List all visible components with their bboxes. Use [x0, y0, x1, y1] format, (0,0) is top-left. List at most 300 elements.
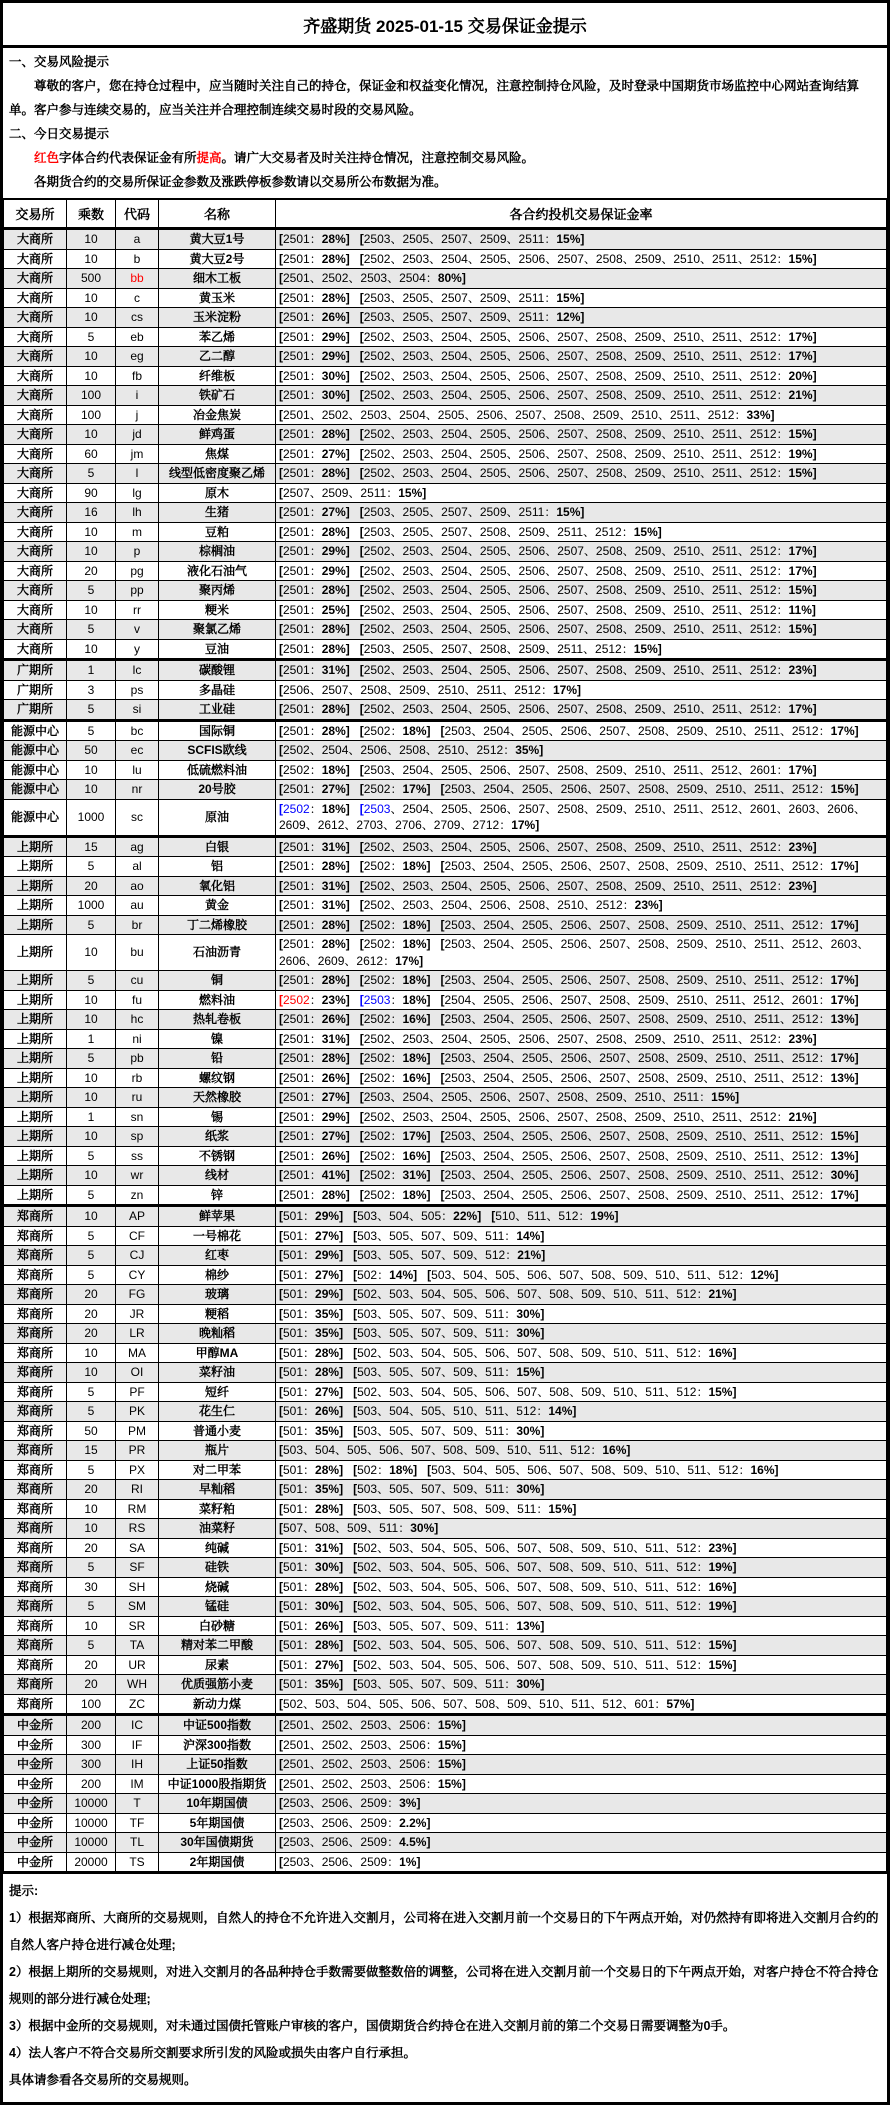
multiplier-cell: 5: [67, 1402, 116, 1422]
margin-rates-cell: [2501：28%] [2502、2503、2504、2505、2506、2507、2508、2509、2510、2511、2512：15%]: [276, 464, 887, 484]
table-row: [4, 1852, 887, 1873]
name-cell: 液化石油气: [159, 561, 276, 581]
col-header-margin-rates: 各合约投机交易保证金率: [276, 199, 887, 229]
exchange-cell: 大商所: [4, 522, 67, 542]
exchange-cell: 郑商所: [4, 1324, 67, 1344]
multiplier-cell: 5: [67, 620, 116, 640]
table-row: [4, 1813, 887, 1833]
section2-heading: 二、今日交易提示: [9, 127, 110, 141]
section2-line2: 各期货合约的交易所保证金参数及涨跌停板参数请以交易所公布数据为准。: [34, 175, 447, 189]
note-item-3: 3）根据中金所的交易规则，对未通过国债托管账户审核的客户，国债期货合约持仓在进入交割月前的第二个交易日需要调整为0手。: [9, 2019, 736, 2033]
code-cell: TS: [116, 1852, 159, 1873]
name-cell: 低硫燃料油: [159, 760, 276, 780]
table-row: [4, 760, 887, 780]
note-item-4: 4）法人客户不符合交易所交割要求所引发的风险或损失由客户自行承担。: [9, 2046, 416, 2060]
code-cell: FG: [116, 1285, 159, 1305]
multiplier-cell: 10: [67, 249, 116, 269]
table-row: [4, 971, 887, 991]
code-cell: a: [116, 229, 159, 250]
multiplier-cell: 10000: [67, 1833, 116, 1853]
multiplier-cell: 5: [67, 915, 116, 935]
multiplier-cell: 200: [67, 1715, 116, 1736]
exchange-cell: 广期所: [4, 700, 67, 721]
table-row: [4, 1246, 887, 1266]
margin-rates-cell: [2501：28%] [2502、2503、2504、2505、2506、2507、2508、2509、2510、2511、2512：15%]: [276, 581, 887, 601]
multiplier-cell: 10: [67, 308, 116, 328]
margin-rates-cell: [503、504、505、506、507、508、509、510、511、512：16%]: [276, 1441, 887, 1461]
margin-rates-cell: [2501：26%] [2503、2505、2507、2509、2511：12%]: [276, 308, 887, 328]
notes-closing-line: 具体请参看各交易所的交易规则。: [9, 2073, 197, 2087]
margin-rates-cell: [2501：28%] [2502、2503、2504、2505、2506、2507、2508、2509、2510、2511、2512：15%]: [276, 249, 887, 269]
code-cell: bu: [116, 935, 159, 971]
table-row: [4, 915, 887, 935]
multiplier-cell: 20: [67, 1538, 116, 1558]
margin-rates-cell: [2501：29%] [2502、2503、2504、2505、2506、2507、2508、2509、2510、2511、2512：21%]: [276, 1107, 887, 1127]
margin-rates-cell: [507、508、509、511：30%]: [276, 1519, 887, 1539]
exchange-cell: 大商所: [4, 639, 67, 660]
table-row: [4, 1558, 887, 1578]
code-cell: ru: [116, 1088, 159, 1108]
code-cell: pg: [116, 561, 159, 581]
code-cell: PR: [116, 1441, 159, 1461]
name-cell: 烧碱: [159, 1577, 276, 1597]
header-row: [4, 199, 887, 229]
name-cell: 黄大豆2号: [159, 249, 276, 269]
margin-rates-cell: [2503、2506、2509：1%]: [276, 1852, 887, 1873]
code-cell: ao: [116, 876, 159, 896]
code-cell: sc: [116, 799, 159, 836]
margin-rates-cell: [2501：31%] [2502、2503、2504、2505、2506、2507、2508、2509、2510、2511、2512：23%]: [276, 876, 887, 896]
multiplier-cell: 200: [67, 1774, 116, 1794]
margin-rates-cell: [2501：28%] [2502：18%] [2503、2504、2505、2506、2507、2508、2509、2510、2511、2512：17%]: [276, 857, 887, 877]
margin-rates-cell: [2501：28%] [2502：18%] [2503、2504、2505、2506、2507、2508、2509、2510、2511、2512、2603、2606、2609、2612：17%]: [276, 935, 887, 971]
exchange-cell: 郑商所: [4, 1206, 67, 1227]
name-cell: 碳酸锂: [159, 660, 276, 681]
multiplier-cell: 10: [67, 990, 116, 1010]
code-cell: ec: [116, 741, 159, 761]
multiplier-cell: 20: [67, 1304, 116, 1324]
code-cell: m: [116, 522, 159, 542]
name-cell: 纯碱: [159, 1538, 276, 1558]
exchange-cell: 大商所: [4, 581, 67, 601]
exchange-cell: 郑商所: [4, 1441, 67, 1461]
margin-rates-cell: [2501：28%] [2502：18%] [2503、2504、2505、2506、2507、2508、2509、2510、2511、2512：17%]: [276, 720, 887, 741]
table-row: [4, 741, 887, 761]
table-row: [4, 1402, 887, 1422]
margin-rates-cell: [502、503、504、505、506、507、508、509、510、511、512、601：57%]: [276, 1694, 887, 1715]
multiplier-cell: 5: [67, 1049, 116, 1069]
multiplier-cell: 20: [67, 1675, 116, 1695]
code-cell: MA: [116, 1343, 159, 1363]
code-cell: IF: [116, 1735, 159, 1755]
table-row: [4, 483, 887, 503]
exchange-cell: 中金所: [4, 1794, 67, 1814]
name-cell: 早籼稻: [159, 1480, 276, 1500]
multiplier-cell: 1: [67, 1029, 116, 1049]
name-cell: 聚氯乙烯: [159, 620, 276, 640]
exchange-cell: 郑商所: [4, 1382, 67, 1402]
exchange-cell: 上期所: [4, 1127, 67, 1147]
table-row: [4, 1675, 887, 1695]
code-cell: br: [116, 915, 159, 935]
name-cell: 氧化铝: [159, 876, 276, 896]
name-cell: 甲醇MA: [159, 1343, 276, 1363]
margin-rates-cell: [2501：29%] [2502、2503、2504、2505、2506、2507、2508、2509、2510、2511、2512：17%]: [276, 561, 887, 581]
margin-rates-cell: [501：28%] [503、505、507、508、509、511：15%]: [276, 1499, 887, 1519]
table-row: [4, 935, 887, 971]
multiplier-cell: 5: [67, 1146, 116, 1166]
table-row: [4, 1655, 887, 1675]
multiplier-cell: 10: [67, 1166, 116, 1186]
multiplier-cell: 10: [67, 1499, 116, 1519]
table-row: [4, 639, 887, 660]
name-cell: 螺纹钢: [159, 1068, 276, 1088]
name-cell: 玻璃: [159, 1285, 276, 1305]
margin-table-body: [4, 229, 887, 1873]
multiplier-cell: 100: [67, 1694, 116, 1715]
multiplier-cell: 20: [67, 1480, 116, 1500]
table-row: [4, 1206, 887, 1227]
margin-rates-cell: [501：29%] [503、505、507、509、512：21%]: [276, 1246, 887, 1266]
code-cell: jm: [116, 444, 159, 464]
name-cell: 优质强筋小麦: [159, 1675, 276, 1695]
name-cell: 对二甲苯: [159, 1460, 276, 1480]
table-row: [4, 1304, 887, 1324]
margin-rates-cell: [501：29%] [502、503、504、505、506、507、508、509、510、511、512：21%]: [276, 1285, 887, 1305]
exchange-cell: 郑商所: [4, 1636, 67, 1656]
exchange-cell: 大商所: [4, 249, 67, 269]
exchange-cell: 大商所: [4, 386, 67, 406]
name-cell: 黄金: [159, 896, 276, 916]
code-cell: RS: [116, 1519, 159, 1539]
exchange-cell: 上期所: [4, 836, 67, 857]
name-cell: 花生仁: [159, 1402, 276, 1422]
exchange-cell: 上期所: [4, 857, 67, 877]
multiplier-cell: 90: [67, 483, 116, 503]
margin-rates-cell: [2501、2502、2503、2506：15%]: [276, 1755, 887, 1775]
exchange-cell: 郑商所: [4, 1597, 67, 1617]
multiplier-cell: 10: [67, 760, 116, 780]
name-cell: 中证1000股指期货: [159, 1774, 276, 1794]
margin-rates-cell: [2501：27%] [2503、2504、2505、2506、2507、2508、2509、2510、2511：15%]: [276, 1088, 887, 1108]
table-row: [4, 720, 887, 741]
exchange-cell: 郑商所: [4, 1402, 67, 1422]
name-cell: 豆粕: [159, 522, 276, 542]
col-header-multiplier: 乘数: [67, 199, 116, 229]
table-row: [4, 1774, 887, 1794]
table-row: [4, 1226, 887, 1246]
table-row: [4, 229, 887, 250]
name-cell: 锡: [159, 1107, 276, 1127]
table-row: [4, 542, 887, 562]
code-cell: SF: [116, 1558, 159, 1578]
margin-rates-cell: [501：26%] [503、504、505、510、511、512：14%]: [276, 1402, 887, 1422]
multiplier-cell: 20: [67, 561, 116, 581]
table-row: [4, 1049, 887, 1069]
table-row: [4, 680, 887, 700]
code-cell: ss: [116, 1146, 159, 1166]
code-cell: v: [116, 620, 159, 640]
multiplier-cell: 5: [67, 1460, 116, 1480]
margin-rates-cell: [2501、2502、2503、2506：15%]: [276, 1715, 887, 1736]
notice-colored-line: 红色字体合约代表保证金有所提高。请广大交易者及时关注持仓情况，注意控制交易风险。: [34, 151, 535, 165]
exchange-cell: 大商所: [4, 483, 67, 503]
code-cell: c: [116, 288, 159, 308]
note-item-2: 2）根据上期所的交易规则，对进入交割月的各品种持仓手数需要做整数倍的调整，公司将在进入交割月前一个交易日的下午两点开始，对客户持仓不符合持仓规则的部分进行减仓处理;: [9, 1965, 879, 2006]
name-cell: 镍: [159, 1029, 276, 1049]
margin-table-header: [4, 199, 887, 229]
exchange-cell: 郑商所: [4, 1616, 67, 1636]
exchange-cell: 郑商所: [4, 1480, 67, 1500]
margin-rates-cell: [2501：31%] [2502、2503、2504、2505、2506、2507、2508、2509、2510、2511、2512：23%]: [276, 1029, 887, 1049]
code-cell: rb: [116, 1068, 159, 1088]
multiplier-cell: 10: [67, 229, 116, 250]
code-cell: lu: [116, 760, 159, 780]
table-row: [4, 896, 887, 916]
name-cell: 天然橡胶: [159, 1088, 276, 1108]
exchange-cell: 大商所: [4, 503, 67, 523]
table-row: [4, 327, 887, 347]
exchange-cell: 郑商所: [4, 1538, 67, 1558]
name-cell: 铁矿石: [159, 386, 276, 406]
code-cell: PX: [116, 1460, 159, 1480]
name-cell: 硅铁: [159, 1558, 276, 1578]
name-cell: 鲜鸡蛋: [159, 425, 276, 445]
name-cell: 纸浆: [159, 1127, 276, 1147]
exchange-cell: 上期所: [4, 1146, 67, 1166]
exchange-cell: 郑商所: [4, 1246, 67, 1266]
code-cell: lg: [116, 483, 159, 503]
name-cell: 豆油: [159, 639, 276, 660]
exchange-cell: 郑商所: [4, 1558, 67, 1578]
multiplier-cell: 10: [67, 1010, 116, 1030]
code-cell: au: [116, 896, 159, 916]
margin-rates-cell: [2501：27%] [2502：17%] [2503、2504、2505、2506、2507、2508、2509、2510、2511、2512：15%]: [276, 1127, 887, 1147]
multiplier-cell: 10: [67, 288, 116, 308]
exchange-cell: 上期所: [4, 896, 67, 916]
code-cell: cu: [116, 971, 159, 991]
code-cell: AP: [116, 1206, 159, 1227]
exchange-cell: 郑商所: [4, 1226, 67, 1246]
name-cell: 丁二烯橡胶: [159, 915, 276, 935]
exchange-cell: 郑商所: [4, 1460, 67, 1480]
code-cell: ps: [116, 680, 159, 700]
margin-rates-cell: [2506、2507、2508、2509、2510、2511、2512：17%]: [276, 680, 887, 700]
name-cell: 粳米: [159, 600, 276, 620]
exchange-cell: 郑商所: [4, 1675, 67, 1695]
name-cell: 晚籼稻: [159, 1324, 276, 1344]
exchange-cell: 能源中心: [4, 760, 67, 780]
margin-rates-cell: [2501：28%] [2502：18%] [2503、2504、2505、2506、2507、2508、2509、2510、2511、2512：17%]: [276, 1185, 887, 1206]
multiplier-cell: 5: [67, 857, 116, 877]
exchange-cell: 大商所: [4, 425, 67, 445]
exchange-cell: 大商所: [4, 620, 67, 640]
name-cell: 玉米淀粉: [159, 308, 276, 328]
code-cell: IM: [116, 1774, 159, 1794]
code-cell: si: [116, 700, 159, 721]
code-cell: RI: [116, 1480, 159, 1500]
name-cell: 燃料油: [159, 990, 276, 1010]
multiplier-cell: 10: [67, 522, 116, 542]
name-cell: 热轧卷板: [159, 1010, 276, 1030]
exchange-cell: 郑商所: [4, 1285, 67, 1305]
multiplier-cell: 5: [67, 720, 116, 741]
multiplier-cell: 60: [67, 444, 116, 464]
name-cell: 棉纱: [159, 1265, 276, 1285]
code-cell: wr: [116, 1166, 159, 1186]
multiplier-cell: 50: [67, 741, 116, 761]
exchange-cell: 能源中心: [4, 799, 67, 836]
multiplier-cell: 5: [67, 327, 116, 347]
name-cell: 普通小麦: [159, 1421, 276, 1441]
exchange-cell: 大商所: [4, 229, 67, 250]
exchange-cell: 上期所: [4, 1010, 67, 1030]
code-cell: IH: [116, 1755, 159, 1775]
margin-rates-cell: [2503、2506、2509：3%]: [276, 1794, 887, 1814]
name-cell: 铅: [159, 1049, 276, 1069]
exchange-cell: 大商所: [4, 542, 67, 562]
name-cell: 一号棉花: [159, 1226, 276, 1246]
section1-heading: 一、交易风险提示: [9, 55, 110, 69]
code-cell: CY: [116, 1265, 159, 1285]
multiplier-cell: 1000: [67, 799, 116, 836]
exchange-cell: 上期所: [4, 876, 67, 896]
name-cell: 30年国债期货: [159, 1833, 276, 1853]
margin-rates-cell: [2503、2506、2509：2.2%]: [276, 1813, 887, 1833]
table-row: [4, 1755, 887, 1775]
exchange-cell: 大商所: [4, 308, 67, 328]
multiplier-cell: 10: [67, 1088, 116, 1108]
name-cell: 瓶片: [159, 1441, 276, 1461]
name-cell: SCFIS欧线: [159, 741, 276, 761]
multiplier-cell: 10: [67, 1519, 116, 1539]
multiplier-cell: 300: [67, 1755, 116, 1775]
name-cell: 鲜苹果: [159, 1206, 276, 1227]
exchange-cell: 能源中心: [4, 720, 67, 741]
multiplier-cell: 10: [67, 366, 116, 386]
table-row: [4, 1382, 887, 1402]
name-cell: 10年期国债: [159, 1794, 276, 1814]
table-row: [4, 503, 887, 523]
exchange-cell: 大商所: [4, 561, 67, 581]
name-cell: 线材: [159, 1166, 276, 1186]
exchange-cell: 上期所: [4, 1049, 67, 1069]
code-cell: SM: [116, 1597, 159, 1617]
code-cell: ZC: [116, 1694, 159, 1715]
exchange-cell: 中金所: [4, 1852, 67, 1873]
name-cell: 苯乙烯: [159, 327, 276, 347]
exchange-cell: 上期所: [4, 1068, 67, 1088]
exchange-cell: 上期所: [4, 935, 67, 971]
code-cell: SH: [116, 1577, 159, 1597]
margin-rates-cell: [2501：29%] [2502、2503、2504、2505、2506、2507、2508、2509、2510、2511、2512：17%]: [276, 542, 887, 562]
exchange-cell: 大商所: [4, 444, 67, 464]
name-cell: 白砂糖: [159, 1616, 276, 1636]
multiplier-cell: 3: [67, 680, 116, 700]
exchange-cell: 中金所: [4, 1735, 67, 1755]
code-cell: TF: [116, 1813, 159, 1833]
exchange-cell: 大商所: [4, 269, 67, 289]
name-cell: 工业硅: [159, 700, 276, 721]
multiplier-cell: 15: [67, 1441, 116, 1461]
table-row: [4, 347, 887, 367]
table-row: [4, 1577, 887, 1597]
multiplier-cell: 50: [67, 1421, 116, 1441]
exchange-cell: 大商所: [4, 405, 67, 425]
multiplier-cell: 10: [67, 1206, 116, 1227]
table-row: [4, 620, 887, 640]
margin-rates-cell: [2501：28%] [2502、2503、2504、2505、2506、2507、2508、2509、2510、2511、2512：15%]: [276, 425, 887, 445]
table-row: [4, 249, 887, 269]
exchange-cell: 上期所: [4, 1107, 67, 1127]
margin-rates-cell: [501：30%] [502、503、504、505、506、507、508、509、510、511、512：19%]: [276, 1597, 887, 1617]
margin-rates-cell: [2502、2504、2506、2508、2510、2512：35%]: [276, 741, 887, 761]
table-row: [4, 660, 887, 681]
name-cell: 多晶硅: [159, 680, 276, 700]
name-cell: 白银: [159, 836, 276, 857]
margin-rates-cell: [2507、2509、2511：15%]: [276, 483, 887, 503]
multiplier-cell: 5: [67, 1185, 116, 1206]
table-row: [4, 1285, 887, 1305]
multiplier-cell: 5: [67, 1597, 116, 1617]
code-cell: PK: [116, 1402, 159, 1422]
multiplier-cell: 5: [67, 1558, 116, 1578]
multiplier-cell: 16: [67, 503, 116, 523]
multiplier-cell: 20: [67, 1655, 116, 1675]
exchange-cell: 大商所: [4, 600, 67, 620]
code-cell: pp: [116, 581, 159, 601]
name-cell: 原木: [159, 483, 276, 503]
code-cell: T: [116, 1794, 159, 1814]
margin-rates-cell: [2503、2506、2509：4.5%]: [276, 1833, 887, 1853]
code-cell: b: [116, 249, 159, 269]
multiplier-cell: 10: [67, 1068, 116, 1088]
note-item-1: 1）根据郑商所、大商所的交易规则，自然人的持仓不允许进入交割月，公司将在进入交割月前一个交易日的下午两点开始，对仍然持有即将进入交割月合约的自然人客户持仓进行减仓处理;: [9, 1911, 879, 1952]
margin-rates-cell: [501：27%] [502：14%] [503、504、505、506、507、508、509、510、511、512：12%]: [276, 1265, 887, 1285]
code-cell: ni: [116, 1029, 159, 1049]
name-cell: 纤维板: [159, 366, 276, 386]
exchange-cell: 郑商所: [4, 1694, 67, 1715]
margin-rates-cell: [501：28%] [502：18%] [503、504、505、506、507、508、509、510、511、512：16%]: [276, 1460, 887, 1480]
multiplier-cell: 15: [67, 836, 116, 857]
table-row: [4, 1146, 887, 1166]
table-row: [4, 1694, 887, 1715]
table-row: [4, 1519, 887, 1539]
margin-rates-cell: [2501：27%] [2503、2505、2507、2509、2511：15%]: [276, 503, 887, 523]
margin-rates-cell: [2501：30%] [2502、2503、2504、2505、2506、2507、2508、2509、2510、2511、2512：20%]: [276, 366, 887, 386]
margin-rates-cell: [501：35%] [503、505、507、509、511：30%]: [276, 1421, 887, 1441]
multiplier-cell: 5: [67, 464, 116, 484]
multiplier-cell: 5: [67, 581, 116, 601]
code-cell: rr: [116, 600, 159, 620]
name-cell: 黄大豆1号: [159, 229, 276, 250]
name-cell: 菜籽粕: [159, 1499, 276, 1519]
name-cell: 粳稻: [159, 1304, 276, 1324]
multiplier-cell: 5: [67, 1265, 116, 1285]
multiplier-cell: 5: [67, 1636, 116, 1656]
table-row: [4, 1324, 887, 1344]
multiplier-cell: 30: [67, 1577, 116, 1597]
code-cell: lh: [116, 503, 159, 523]
code-cell: ag: [116, 836, 159, 857]
table-row: [4, 1343, 887, 1363]
table-row: [4, 1441, 887, 1461]
margin-rates-cell: [2501：26%] [2502：16%] [2503、2504、2505、2506、2507、2508、2509、2510、2511、2512：13%]: [276, 1068, 887, 1088]
multiplier-cell: 5: [67, 971, 116, 991]
exchange-cell: 郑商所: [4, 1655, 67, 1675]
exchange-cell: 上期所: [4, 1166, 67, 1186]
name-cell: 国际铜: [159, 720, 276, 741]
